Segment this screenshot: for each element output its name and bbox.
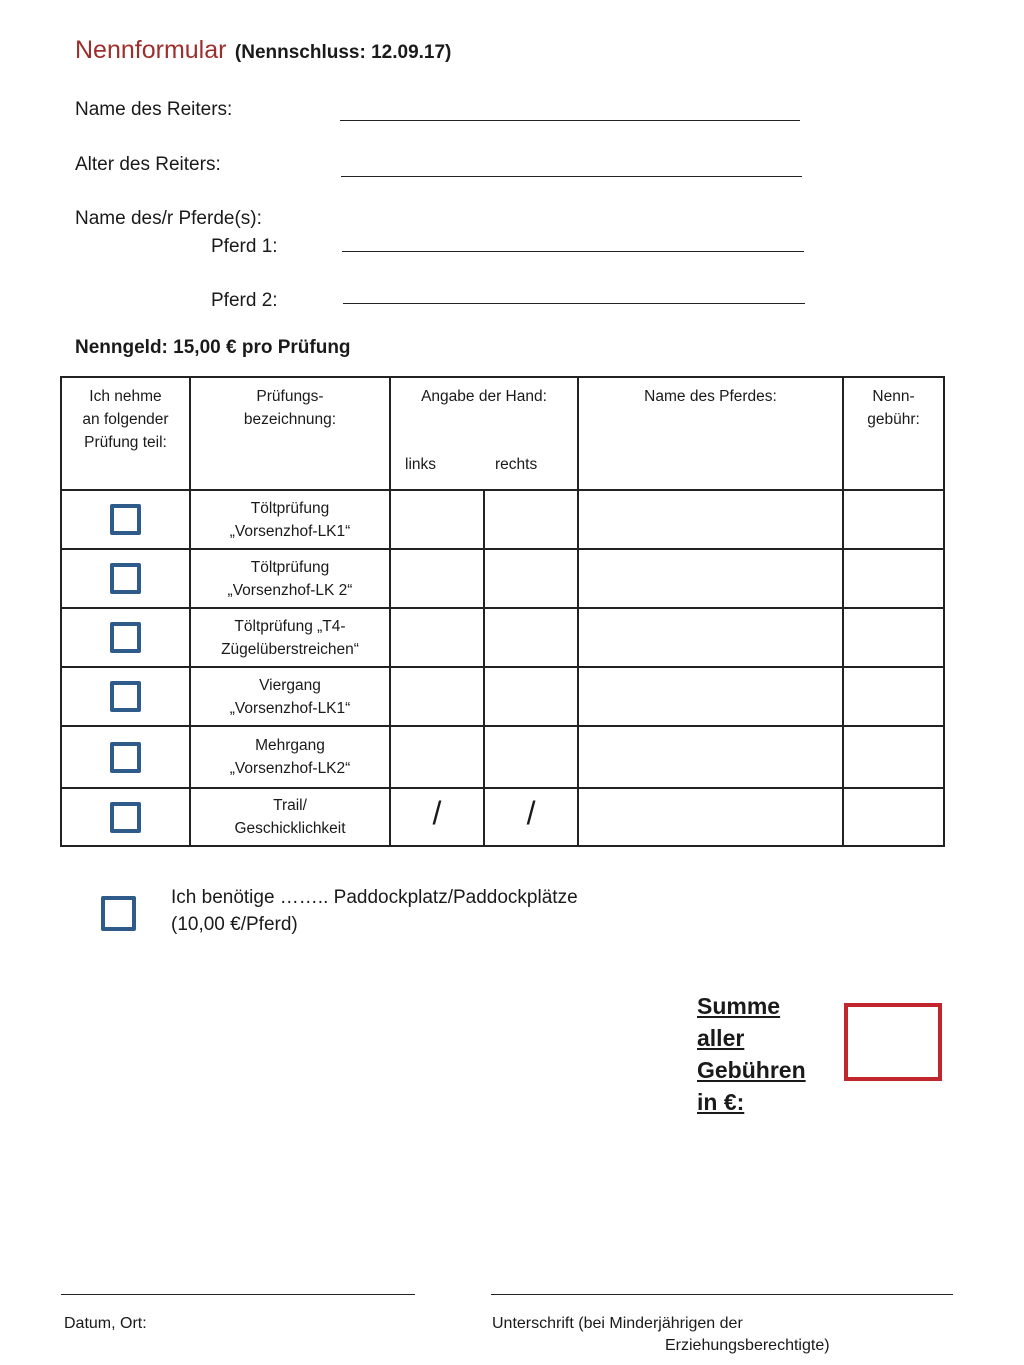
horse1-line[interactable]: [342, 251, 804, 252]
exam-name: Töltprüfung „Vorsenzhof-LK 2“: [190, 549, 390, 608]
table-row: [61, 490, 944, 549]
horse-cell[interactable]: [578, 608, 843, 667]
paddock-text: [171, 884, 578, 938]
form-title: [75, 36, 451, 65]
header-hand-left: links: [405, 456, 437, 473]
header-horse: Name des Pferdes:: [578, 377, 843, 490]
hand-left-cell[interactable]: [390, 667, 484, 726]
exam-checkbox-6[interactable]: [110, 802, 141, 833]
rider-age-line[interactable]: [341, 176, 802, 177]
fee-cell[interactable]: [843, 788, 944, 846]
sum-label: Summe aller Gebühren in €:: [697, 993, 806, 1115]
exam-checkbox-4[interactable]: [110, 681, 141, 712]
date-place-line[interactable]: [61, 1294, 415, 1295]
title-main: Nennformular: [75, 36, 227, 64]
exam-name: Viergang „Vorsenzhof-LK1“: [190, 667, 390, 726]
header-hand-right: rechts: [495, 456, 538, 473]
hand-right-cell[interactable]: [484, 549, 578, 608]
signature-label: Unterschrift (bei Minderjährigen der: [492, 1315, 743, 1332]
hand-right-cell[interactable]: [484, 608, 578, 667]
hand-left-cell: [390, 788, 484, 846]
exam-name: Mehrgang „Vorsenzhof-LK2“: [190, 726, 390, 788]
exam-name: Trail/ Geschicklichkeit: [190, 788, 390, 846]
exam-checkbox-1[interactable]: [110, 504, 141, 535]
table-row: [61, 726, 944, 788]
hand-right-na: /: [526, 795, 536, 831]
exam-checkbox-2[interactable]: [110, 563, 141, 594]
fee-cell[interactable]: [843, 608, 944, 667]
hand-left-cell[interactable]: [390, 490, 484, 549]
fee-cell[interactable]: [843, 549, 944, 608]
exam-checkbox-3[interactable]: [110, 622, 141, 653]
hand-left-cell[interactable]: [390, 608, 484, 667]
horse1-label: Pferd 1:: [211, 236, 278, 257]
horse-cell[interactable]: [578, 726, 843, 788]
horse-cell[interactable]: [578, 490, 843, 549]
table-row: [61, 549, 944, 608]
exam-name: Töltprüfung „T4- Zügelüberstreichen“: [190, 608, 390, 667]
rider-name-label: Name des Reiters:: [75, 99, 233, 120]
hand-right-cell[interactable]: [484, 667, 578, 726]
signature-label-2: Erziehungsberechtigte): [665, 1337, 830, 1354]
table-header-row: [61, 377, 944, 490]
date-place-label: Datum, Ort:: [64, 1315, 147, 1332]
horse2-line[interactable]: [343, 303, 805, 304]
title-deadline: (Nennschluss: 12.09.17): [234, 42, 452, 63]
horse-cell[interactable]: [578, 549, 843, 608]
hand-left-na: /: [432, 795, 442, 831]
header-hand-title: Angabe der Hand:: [421, 388, 547, 405]
horse-cell[interactable]: [578, 788, 843, 846]
exam-table: [60, 376, 945, 847]
rider-name-line[interactable]: [340, 120, 800, 121]
sum-box[interactable]: [844, 1003, 942, 1081]
horse-names-label: Name des/r Pferde(s):: [75, 208, 262, 229]
header-fee: Nenn- gebühr:: [843, 377, 944, 490]
paddock-line2: (10,00 €/Pferd): [171, 914, 298, 935]
horse-cell[interactable]: [578, 667, 843, 726]
hand-left-cell[interactable]: [390, 549, 484, 608]
fee-cell[interactable]: [843, 490, 944, 549]
fee-cell[interactable]: [843, 667, 944, 726]
table-row: [61, 788, 944, 846]
table-row: [61, 667, 944, 726]
exam-name: Töltprüfung „Vorsenzhof-LK1“: [190, 490, 390, 549]
paddock-checkbox[interactable]: [101, 896, 136, 931]
hand-right-cell[interactable]: [484, 726, 578, 788]
horse2-label: Pferd 2:: [211, 290, 278, 311]
hand-left-cell[interactable]: [390, 726, 484, 788]
fee-cell[interactable]: [843, 726, 944, 788]
hand-right-cell[interactable]: [484, 490, 578, 549]
exam-checkbox-5[interactable]: [110, 742, 141, 773]
header-participate: Ich nehme an folgender Prüfung teil:: [61, 377, 190, 490]
table-row: [61, 608, 944, 667]
paddock-line1: Ich benötige …….. Paddockplatz/Paddockplätze: [171, 887, 578, 908]
header-exam: Prüfungs- bezeichnung:: [190, 377, 390, 490]
rider-age-label: Alter des Reiters:: [75, 154, 221, 175]
hand-right-cell: [484, 788, 578, 846]
fee-note: Nenngeld: 15,00 € pro Prüfung: [75, 337, 351, 358]
signature-line[interactable]: [491, 1294, 953, 1295]
header-hand: [390, 377, 578, 490]
